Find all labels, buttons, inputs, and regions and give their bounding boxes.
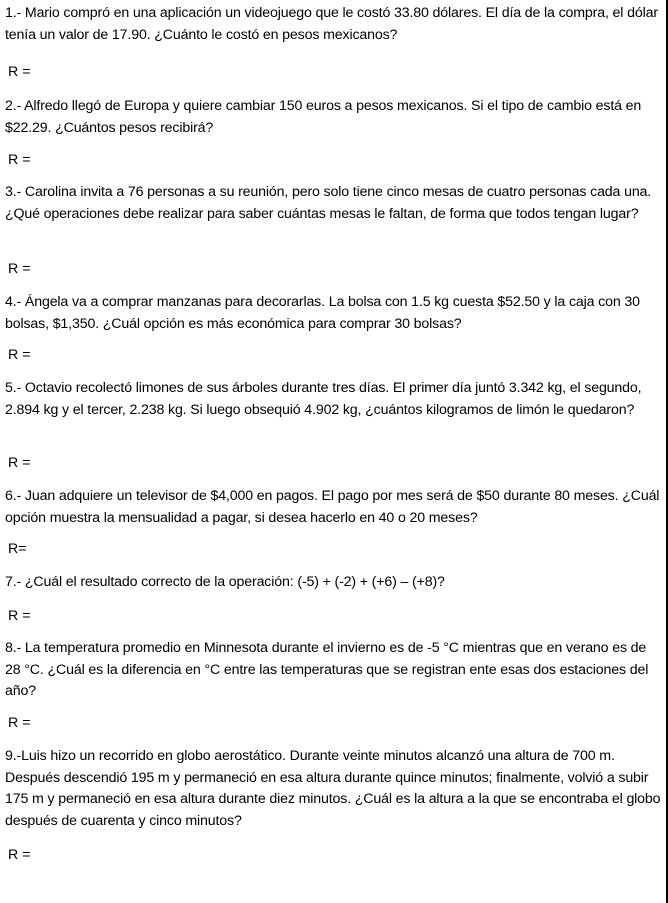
question-4: 4.- Ángela va a comprar manzanas para decorarlas. La bolsa con 1.5 kg cuesta $52.50 y la caja con 30 bolsas, $1,350. ¿Cuál opción es más económica para comprar 30 bolsas? — [5, 294, 640, 332]
question-8: 8.- La temperatura promedio en Minnesota durante el invierno es de -5 °C mientras que en verano es de 28 °C. ¿Cuál es la diferencia en °C entre las temperaturas que se registran ente esas dos estaciones del año? — [5, 640, 649, 699]
answer-label-2: R = — [8, 152, 31, 168]
answer-label-1: R = — [8, 64, 31, 80]
question-1: 1.- Mario compró en una aplicación un videojuego que le costó 33.80 dólares. El día de la compra, el dólar tenía un valor de 17.90. ¿Cuánto le costó en pesos mexicanos? — [5, 5, 658, 43]
question-2: 2.- Alfredo llegó de Europa y quiere cambiar 150 euros a pesos mexicanos. Si el tipo de cambio está en $22.29. ¿Cuántos pesos recibirá? — [5, 98, 642, 136]
answer-label-4: R = — [8, 347, 31, 363]
answer-label-9: R = — [8, 847, 31, 863]
question-6: 6.- Juan adquiere un televisor de $4,000 en pagos. El pago por mes será de $50 durante 80 meses. ¿Cuál opción muestra la mensualidad a pagar, si desea hacerlo en 40 o 20 meses? — [5, 488, 660, 526]
question-3: 3.- Carolina invita a 76 personas a su reunión, pero solo tiene cinco mesas de cuatro personas cada una. ¿Qué operaciones debe realizar para saber cuántas mesas le faltan, de forma que todos tengan lugar? — [5, 184, 652, 222]
question-7: 7.- ¿Cuál el resultado correcto de la operación: (-5) + (-2) + (+6) – (+8)? — [5, 574, 445, 590]
answer-label-3: R = — [8, 261, 31, 277]
answer-label-8: R = — [8, 715, 31, 731]
answer-label-7: R = — [8, 608, 31, 624]
question-5: 5.- Octavio recolectó limones de sus árboles durante tres días. El primer día juntó 3.342 kg, el segundo, 2.894 kg y el tercer, 2.238 kg. Si luego obsequió 4.902 kg, ¿cuántos kilogramos de limón le quedaron? — [5, 380, 642, 418]
question-9: 9.-Luis hizo un recorrido en globo aerostático. Durante veinte minutos alcanzó una altura de 700 m. Después descendió 195 m y permaneció en esa altura durante quince minutos; finalmente, volvió a subir 175 m y permaneció en esa altura durante diez minutos. ¿Cuál es la altura a la que se encontraba el globo después de cuarenta y cinco minutos? — [5, 748, 661, 829]
answer-label-6: R= — [8, 541, 27, 557]
answer-label-5: R = — [8, 455, 31, 471]
